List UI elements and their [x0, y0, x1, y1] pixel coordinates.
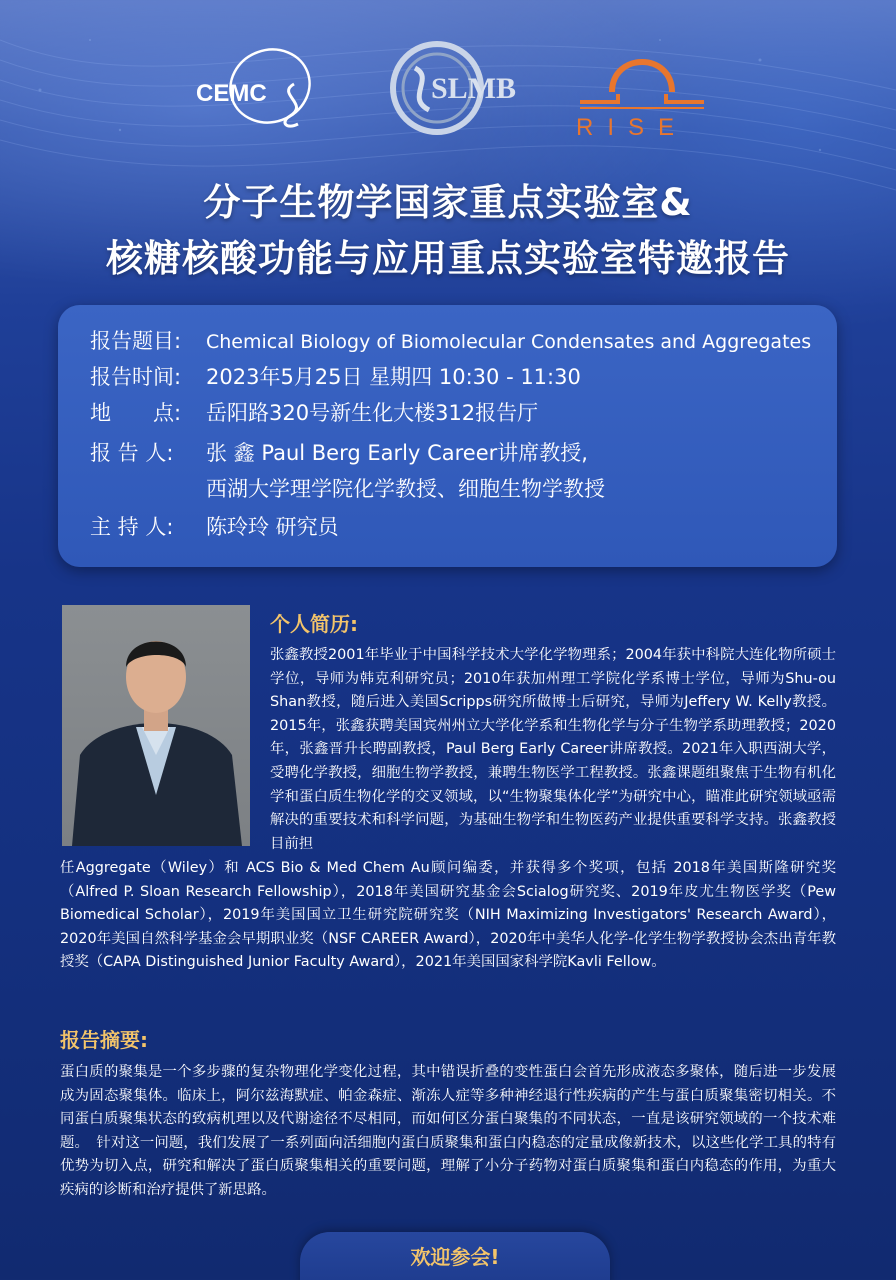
speaker-value-line2: 西湖大学理学院化学教授、细胞生物学教授 — [206, 477, 605, 501]
bio-text-full: 任Aggregate（Wiley）和 ACS Bio & Med Chem Au顾问编委，并获得多个奖项，包括 2018年美国斯隆研究奖（Alfred P. Sloan Research Fellowship），2018年美国研究基金会Scialog研究奖、2019年皮尤生物医学奖（Pew Biomedical Scholar），2019年美国国立卫生研究院研究奖（NIH Maximizing Investigators' Research Award），2020年美国自然科学基金会早期职业奖（NSF CAREER Award），2020年中美华人化学-化学生物学教授协会杰出青年教授奖（CAPA Distinguished Junior Faculty Award），2021年美国国家科学院Kavli Fellow。 — [60, 860, 836, 971]
place-value: 岳阳路320号新生化大楼312报告厅 — [206, 401, 539, 425]
slmb-logo-text: SLMB — [431, 72, 517, 105]
rise-logo — [572, 46, 712, 146]
time-value: 2023年5月25日 星期四 10:30 - 11:30 — [206, 365, 581, 389]
topic-label: 报告题目: — [90, 329, 182, 353]
rise-logo-text: RISE — [576, 114, 689, 141]
host-row — [90, 511, 339, 541]
cemc-logo-text: CEMC — [196, 80, 267, 107]
page-title-line2: 核糖核酸功能与应用重点实验室特邀报告 — [106, 237, 790, 280]
speaker-value-line1: 张 鑫 Paul Berg Early Career讲席教授, — [206, 441, 588, 465]
page-title-line1: 分子生物学国家重点实验室& — [203, 181, 693, 224]
bio-heading: 个人简历: — [270, 612, 358, 636]
slmb-logo — [385, 38, 525, 138]
speaker-row-continued — [206, 473, 605, 503]
host-value: 陈玲玲 研究员 — [206, 515, 339, 539]
abstract-text: 蛋白质的聚集是一个多步骤的复杂物理化学变化过程，其中错误折叠的变性蛋白会首先形成液态多聚体，随后进一步发展成为固态聚集体。临床上，阿尔兹海默症、帕金森症、渐冻人症等多种神经退行性疾病的产生与蛋白质聚集密切相关。不同蛋白质聚集状态的致病机理以及代谢途径不尽相同，而如何区分蛋白聚集的不同状态，一直是该研究领域的一个技术难题。 针对这一问题，我们发展了一系列面向活细胞内蛋白质聚集和蛋白内稳态的定量成像新技术，以这些化学工具的特有优势为切入点，研究和解决了蛋白质聚集相关的重要问题，理解了小分子药物对蛋白质聚集和蛋白内稳态的作用，为重大疾病的诊断和治疗提供了新思路。 — [60, 1064, 836, 1198]
cemc-logo — [190, 44, 325, 140]
speaker-label: 报 告 人: — [90, 441, 174, 465]
place-label: 地 点: — [90, 401, 182, 425]
welcome-banner — [300, 1232, 610, 1280]
time-label: 报告时间: — [90, 365, 182, 389]
talk-info-panel — [58, 305, 837, 567]
abstract-heading: 报告摘要: — [60, 1028, 148, 1052]
time-row — [90, 361, 581, 391]
topic-value: Chemical Biology of Biomolecular Condensates and Aggregates — [206, 331, 812, 353]
host-label: 主 持 人: — [90, 515, 174, 539]
topic-row — [90, 325, 811, 355]
speaker-row — [90, 437, 588, 467]
welcome-text: 欢迎参会! — [410, 1245, 500, 1269]
place-row — [90, 397, 538, 427]
speaker-photo — [62, 605, 250, 846]
logo-bar — [0, 38, 896, 148]
bio-text-top: 张鑫教授2001年毕业于中国科学技术大学化学物理系；2004年获中科院大连化物所硕士学位，导师为韩克利研究员；2010年获加州理工学院化学系博士学位，导师为Shu-ou Shan教授，随后进入美国Scripps研究所做博士后研究，导师为Jeffery W. Kelly教授。2015年，张鑫获聘美国宾州州立大学化学系和生物化学与分子生物学系助理教授；2020年，张鑫晋升长聘副教授，Paul Berg Early Career讲席教授。2021年入职西湖大学，受聘化学教授，细胞生物学教授，兼聘生物医学工程教授。张鑫课题组聚焦于生物有机化学和蛋白质生物化学的交叉领域，以“生物聚集体化学”为研究中心，瞄准此研究领域亟需解决的重要技术和科学问题，为基础生物学和生物医药产业提供重要科学支持。张鑫教授目前担 — [270, 647, 836, 852]
